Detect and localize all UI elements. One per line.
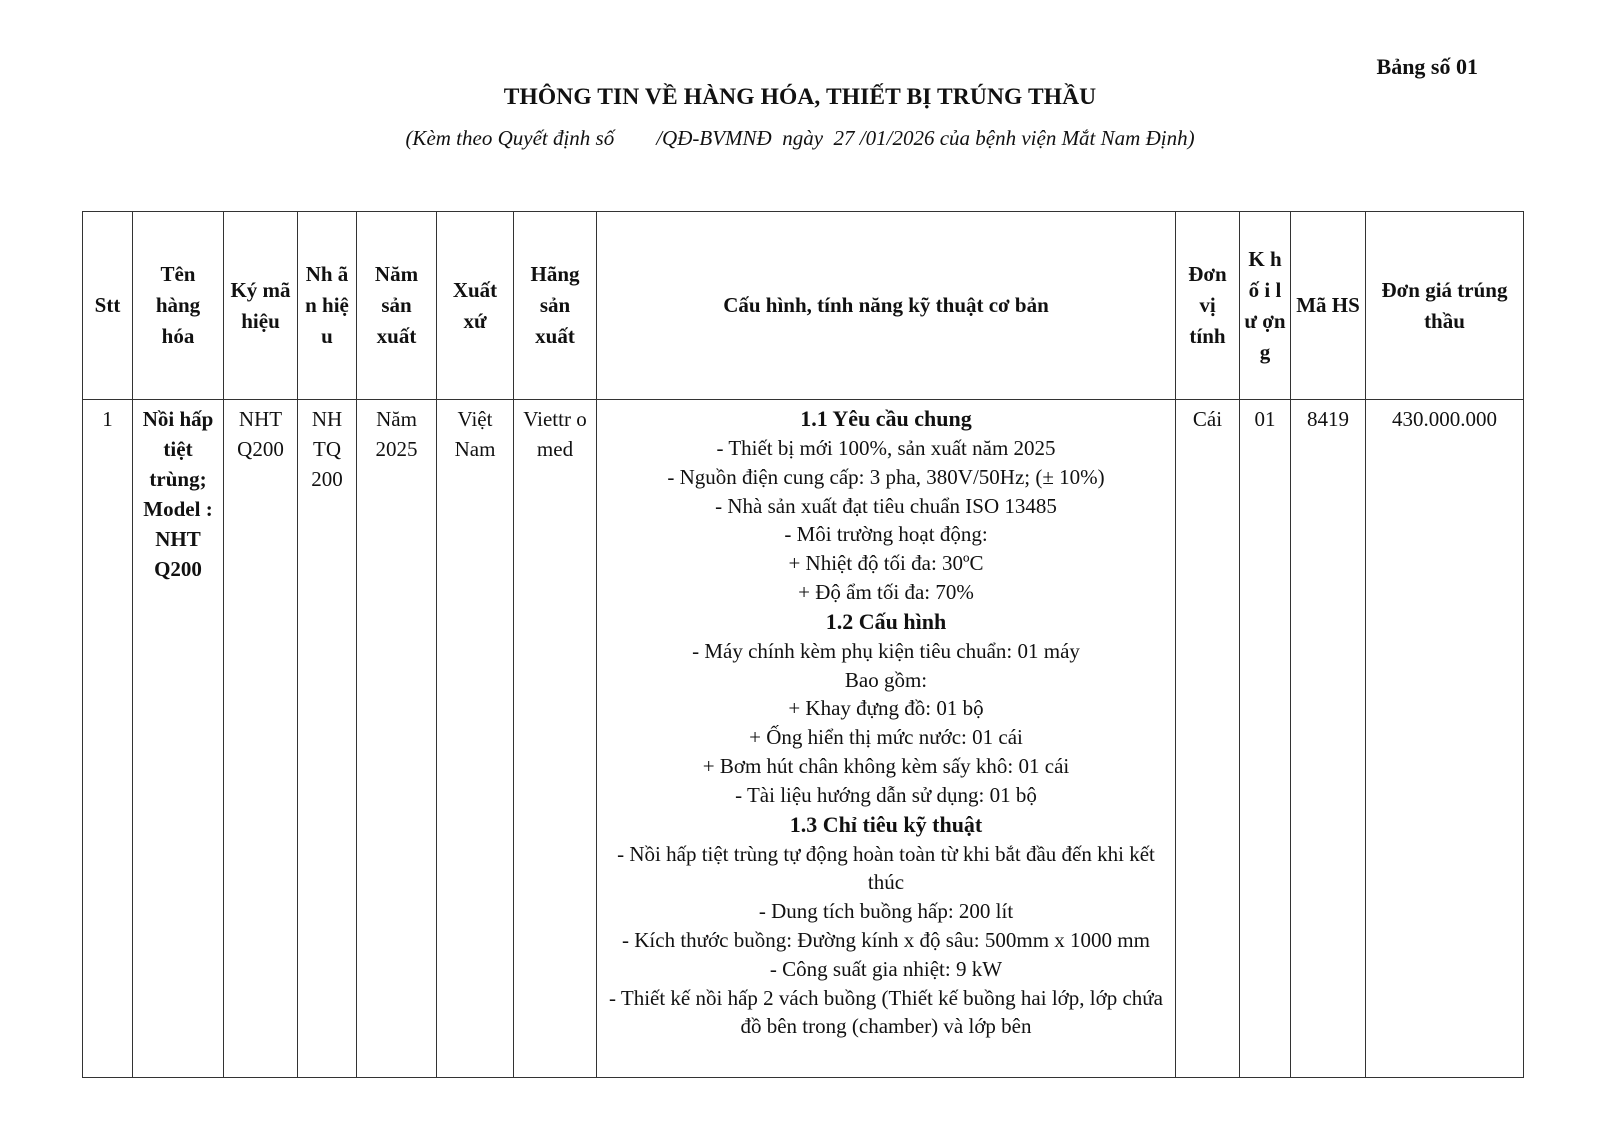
- spec-line: - Nhà sản xuất đạt tiêu chuẩn ISO 13485: [715, 493, 1057, 518]
- table-header-row: [83, 212, 1524, 400]
- spec-line: - Nguồn điện cung cấp: 3 pha, 380V/50Hz; (± 10%): [667, 464, 1105, 489]
- header-unit-price: Đơn giá trúng thầu: [1366, 212, 1524, 400]
- cell-unit-price: 430.000.000: [1366, 400, 1524, 1078]
- table-row: [83, 400, 1524, 1078]
- spec-line: + Nhiệt độ tối đa: 30ºC: [788, 551, 984, 576]
- cell-origin: Việt Nam: [437, 400, 514, 1078]
- spec-line: + Khay đựng đồ: 01 bộ: [788, 696, 984, 721]
- header-hs-code: Mã HS: [1291, 212, 1366, 400]
- header-manufacturer: Hãng sản xuất: [514, 212, 597, 400]
- cell-product-name: Nồi hấp tiệt trùng; Model : NHT Q200: [133, 400, 224, 1078]
- header-origin: Xuất xứ: [437, 212, 514, 400]
- document-title: THÔNG TIN VỀ HÀNG HÓA, THIẾT BỊ TRÚNG THẦU: [503, 84, 1097, 110]
- spec-section-heading: 1.1 Yêu cầu chung: [800, 406, 972, 431]
- procurement-table: [82, 211, 1524, 1078]
- spec-line: - Thiết bị mới 100%, sản xuất năm 2025: [716, 436, 1056, 460]
- table-number: Bảng số 01: [1376, 54, 1478, 79]
- spec-line: + Độ ẩm tối đa: 70%: [798, 579, 974, 604]
- spec-line: + Bơm hút chân không kèm sấy khô: 01 cái: [702, 753, 1070, 778]
- header-stt: Stt: [83, 212, 133, 400]
- header-model-code: Ký mã hiệu: [224, 212, 298, 400]
- spec-line: - Máy chính kèm phụ kiện tiêu chuẩn: 01 máy: [692, 638, 1080, 663]
- header-product-name: Tên hàng hóa: [133, 212, 224, 400]
- spec-line: Bao gồm:: [844, 667, 928, 692]
- spec-line: - Dung tích buồng hấp: 200 lít: [758, 899, 1014, 924]
- cell-stt: 1: [83, 400, 133, 1078]
- spec-line: - Thiết kế nồi hấp 2 vách buồng (Thiết kế buồng hai lớp, lớp chứa đồ bên trong (chamber) và lớp bên: [609, 985, 1163, 1039]
- spec-section-heading: 1.3 Chỉ tiêu kỹ thuật: [789, 811, 983, 837]
- cell-model-code: NHT Q200: [224, 400, 298, 1078]
- header-specification: Cấu hình, tính năng kỹ thuật cơ bản: [597, 212, 1176, 400]
- spec-line: - Kích thước buồng: Đường kính x độ sâu: 500mm x 1000 mm: [622, 927, 1150, 952]
- cell-quantity: 01: [1240, 400, 1291, 1078]
- spec-line: - Công suất gia nhiệt: 9 kW: [769, 956, 1003, 981]
- cell-year: Năm 2025: [357, 400, 437, 1078]
- spec-line: - Nồi hấp tiệt trùng tự động hoàn toàn từ khi bắt đầu đến khi kết thúc: [617, 841, 1155, 895]
- header-quantity: K hố i lư ợn g: [1240, 212, 1291, 400]
- cell-specification: [597, 400, 1176, 1078]
- header-year: Năm sản xuất: [357, 212, 437, 400]
- spec-line: - Tài liệu hướng dẫn sử dụng: 01 bộ: [735, 782, 1037, 807]
- document-subtitle: (Kèm theo Quyết định số /QĐ-BVMNĐ ngày 27 /01/2026 của bệnh viện Mắt Nam Định): [405, 126, 1195, 150]
- cell-unit: Cái: [1176, 400, 1240, 1078]
- cell-brand: NH TQ 200: [298, 400, 357, 1078]
- spec-line: - Môi trường hoạt động:: [784, 522, 988, 547]
- cell-manufacturer: Viettr omed: [514, 400, 597, 1078]
- spec-section-heading: 1.2 Cấu hình: [825, 608, 947, 634]
- header-brand: Nh ãn hiệ u: [298, 212, 357, 400]
- spec-line: + Ống hiển thị mức nước: 01 cái: [749, 725, 1023, 750]
- cell-hs-code: 8419: [1291, 400, 1366, 1078]
- header-unit: Đơn vị tính: [1176, 212, 1240, 400]
